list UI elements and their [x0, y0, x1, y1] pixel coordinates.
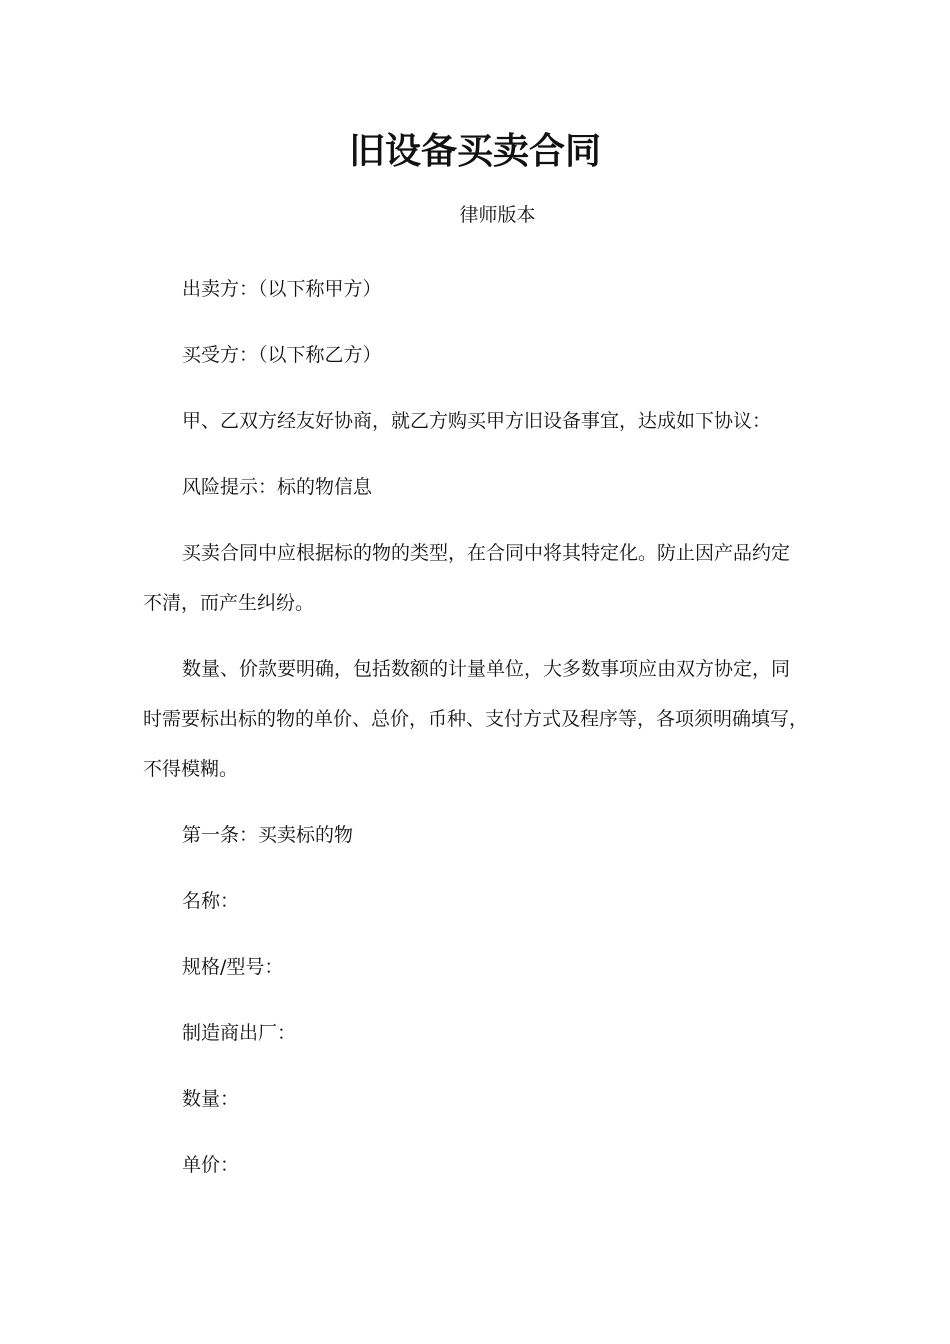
agreement-intro: 甲、乙双方经友好协商，就乙方购买甲方旧设备事宜，达成如下协议： — [182, 410, 772, 432]
field-unit-price: 单价： — [182, 1154, 240, 1176]
field-manufacturer: 制造商出厂： — [182, 1022, 297, 1044]
document-body — [143, 264, 808, 1206]
risk-notice-paragraph-1: 买卖合同中应根据标的物的类型，在合同中将其特定化。防止因产品约定不清，而产生纠纷。 — [143, 542, 791, 614]
field-spec-model: 规格/型号： — [182, 956, 284, 978]
field-name: 名称： — [182, 890, 240, 912]
article-1-heading: 第一条：买卖标的物 — [182, 824, 354, 846]
buyer-line: 买受方：（以下称乙方） — [182, 344, 382, 366]
document-title: 旧设备买卖合同 — [348, 131, 601, 172]
risk-notice-paragraph-2: 数量、价款要明确，包括数额的计量单位，大多数事项应由双方协定，同时需要标出标的物的单价、总价，币种、支付方式及程序等，各项须明确填写，不得模糊。 — [143, 658, 809, 780]
risk-notice-heading: 风险提示：标的物信息 — [182, 476, 373, 498]
field-quantity: 数量： — [182, 1088, 240, 1110]
document-subtitle: 律师版本 — [459, 204, 536, 226]
seller-line: 出卖方：（以下称甲方） — [182, 278, 382, 300]
